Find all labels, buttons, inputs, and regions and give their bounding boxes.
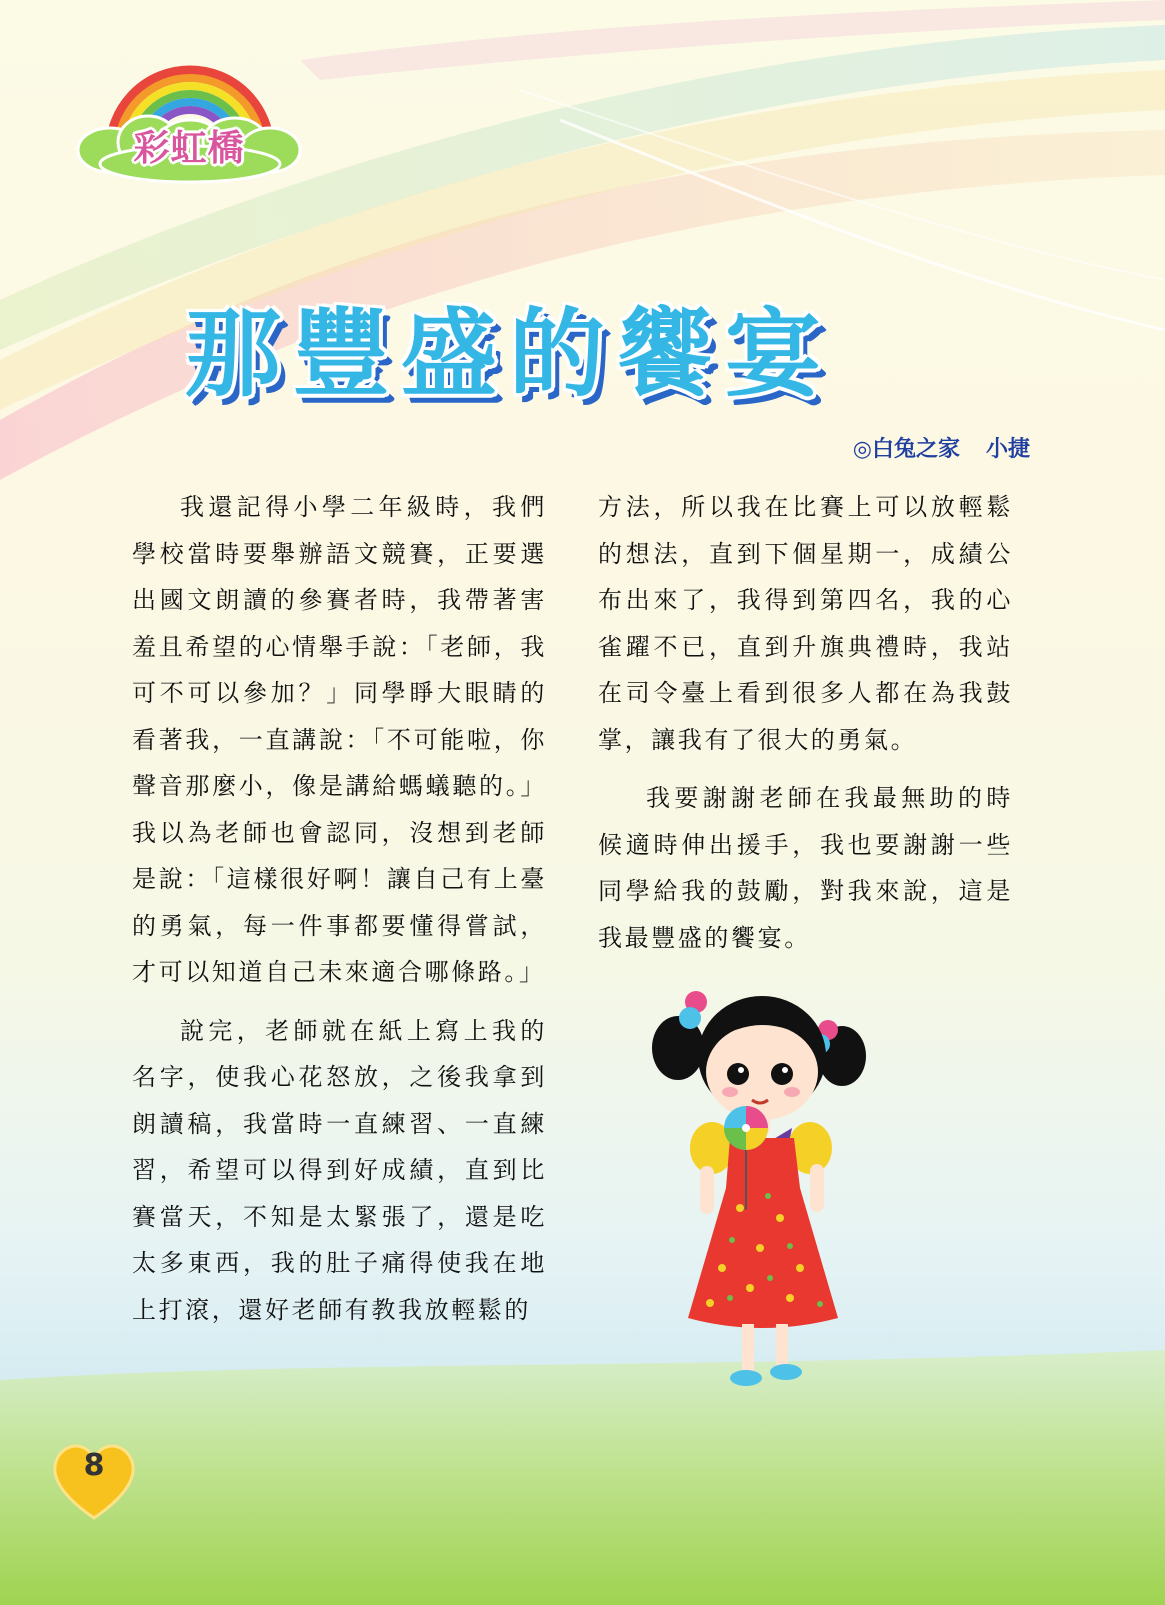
page-number: 8 [83, 1448, 105, 1483]
paragraph: 方法，所以我在比賽上可以放輕鬆的想法，直到下個星期一，成績公布出來了，我得到第四名，我的心雀躍不已，直到升旗典禮時，我站在司令臺上看到很多人都在為我鼓掌，讓我有了很大的勇氣。 [598, 493, 1013, 754]
byline-author: 小捷 [985, 437, 1030, 462]
article-column-right [598, 484, 1013, 973]
byline [853, 432, 1030, 463]
article-title: 那豐盛的饗宴 [185, 298, 833, 410]
article-column-left [132, 484, 547, 1345]
section-label: 彩虹橋 [133, 128, 245, 169]
byline-source: ◎白兔之家 [852, 437, 960, 462]
section-logo [70, 50, 310, 190]
paragraph: 說完，老師就在紙上寫上我的名字，使我心花怒放，之後我拿到朗讀稿，我當時一直練習、一直練習，希望可以得到好成績，直到比賽當天，不知是太緊張了，還是吃太多東西，我的肚子痛得使我在地上打滾，還好老師有教我放輕鬆的 [132, 1016, 547, 1324]
paragraph: 我還記得小學二年級時，我們學校當時要舉辦語文競賽，正要選出國文朗讀的參賽者時，我帶著害羞且希望的心情舉手說：「老師，我可不可以參加？」同學睜大眼睛的看著我，一直講說：「不可能啦，你聲音那麼小，像是講給螞蟻聽的。」我以為老師也會認同，沒想到老師是說：「這樣很好啊！讓自己有上臺的勇氣，每一件事都要懂得嘗試，才可以知道自己未來適合哪條路。」 [132, 493, 547, 986]
girl-illustration [650, 978, 870, 1408]
paragraph: 我要謝謝老師在我最無助的時候適時伸出援手，我也要謝謝一些同學給我的鼓勵，對我來說，這是我最豐盛的饗宴。 [598, 784, 1013, 952]
